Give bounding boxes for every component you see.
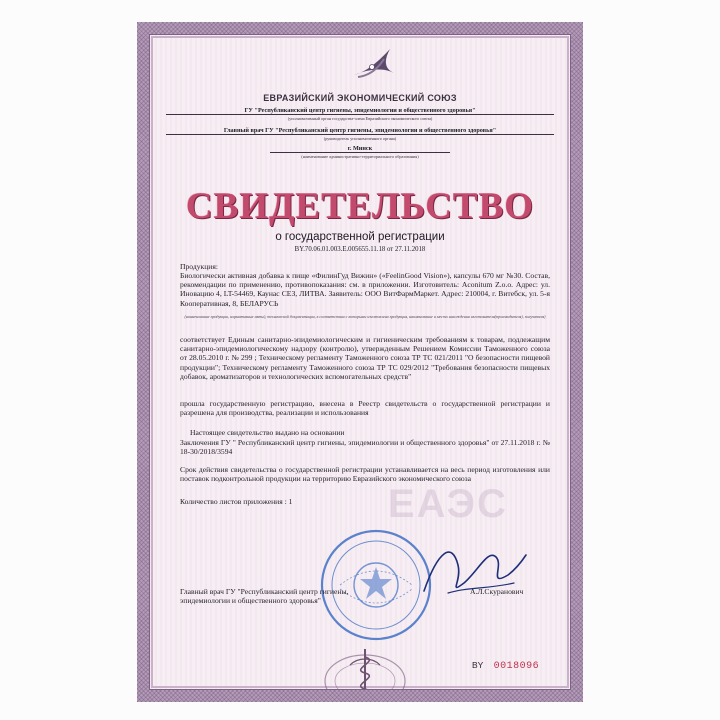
document-title: СВИДЕТЕЛЬСТВО <box>185 186 535 227</box>
eaeu-watermark: ЕАЭС <box>388 482 508 526</box>
eaeu-logo-icon <box>350 45 396 81</box>
certificate-paper <box>149 34 571 690</box>
signatory-name: А.Л.Скуранович <box>470 587 524 596</box>
authority-line <box>166 107 554 122</box>
official-seal-icon <box>318 527 434 643</box>
signature-icon <box>418 531 528 611</box>
product-description: Биологически активная добавка к пище «ФилинГуд Вижин» («FeelinGood Vision»), капсулы 670 мг №30. Состав, рекомендации по применению, противопоказания: см. в приложении. Изготовитель: Aconitum Z.o.o. Адрес: ул. Иновацию 4, LT-54469, Каунас СЕЗ, ЛИТВА. Заявитель: ООО ВитФармМаркет. Адрес: 210004, г. Витебск, ул. 5-я Кооперативная, 8, БЕЛАРУСЬ <box>180 271 550 308</box>
registration-number: BY.70.06.01.003.Е.005655.11.18 от 27.11.2018 <box>294 246 426 253</box>
product-label: Продукция: <box>180 262 218 271</box>
conformity-text: соответствует Единым санитарно-эпидемиологическим и гигиеническим требованиям к товарам, подлежащим санитарно-эпидемиологическому надзору (контролю), утвержденным Решением Комиссии Таможенного союза от 28.05.2010 г. № 299 ; Техническому регламенту Таможенного союза ТР ТС 021/2011 "О безопасности пищевой продукции"; Техническому регламенту Таможенного союза ТР ТС 029/2012 "Требования безопасности пищевых добавок, ароматизаторов и технологических вспомогательных средств" <box>180 335 550 381</box>
serial-prefix: BY <box>472 660 484 670</box>
head-value: Главный врач ГУ "Республиканский центр гигиены, эпидемиологии и общественного здоровья" <box>166 127 554 135</box>
head-caption: (руководитель уполномоченного органа) <box>323 136 397 141</box>
serial-value: 0018096 <box>493 661 540 672</box>
signatory-position: Главный врач ГУ "Республиканский центр гигиены, эпидемиологии и общественного здоровья" <box>180 587 349 606</box>
authority-caption: (уполномоченный орган государства-члена Евразийского экономического союза) <box>287 116 433 121</box>
authority-value: ГУ "Республиканский центр гигиены, эпидемиологии и общественного здоровья" <box>166 107 554 115</box>
registration-text: прошла государственную регистрацию, внесена в Реестр свидетельств о государственной регистрации и разрешена для производства, реализации и использования <box>180 399 550 418</box>
head-line <box>166 127 554 142</box>
basis-intro: Настоящее свидетельство выдано на основании <box>190 428 345 437</box>
city-line <box>270 145 450 160</box>
basis-text: Заключения ГУ " Республиканский центр гигиены, эпидемиологии и общественного здоровья" от 27.11.2018 г. № 18-30/2018/3594 <box>180 438 550 457</box>
city-caption: (наименование административно-территориального образования) <box>301 154 419 159</box>
document-subtitle: о государственной регистрации <box>275 231 445 243</box>
serial-number <box>472 660 539 672</box>
city-value: г. Минск <box>270 145 450 153</box>
validity-text: Срок действия свидетельства о государственной регистрации устанавливается на весь период изготовления или поставок подконтрольной продукции на территорию Евразийского экономического союза <box>180 465 550 484</box>
caduceus-emblem-icon <box>310 629 420 690</box>
certificate-frame <box>137 22 583 702</box>
union-name: ЕВРАЗИЙСКИЙ ЭКОНОМИЧЕСКИЙ СОЮЗ <box>263 93 457 103</box>
appendix-count: Количество листов приложения : 1 <box>180 497 293 506</box>
product-caption: (наименование продукции, нормативные акты), технической документации, в соответствии с которыми изготовлена продукция, наименование и место нахождения изготовителя(производителя), получателя) <box>184 314 546 319</box>
